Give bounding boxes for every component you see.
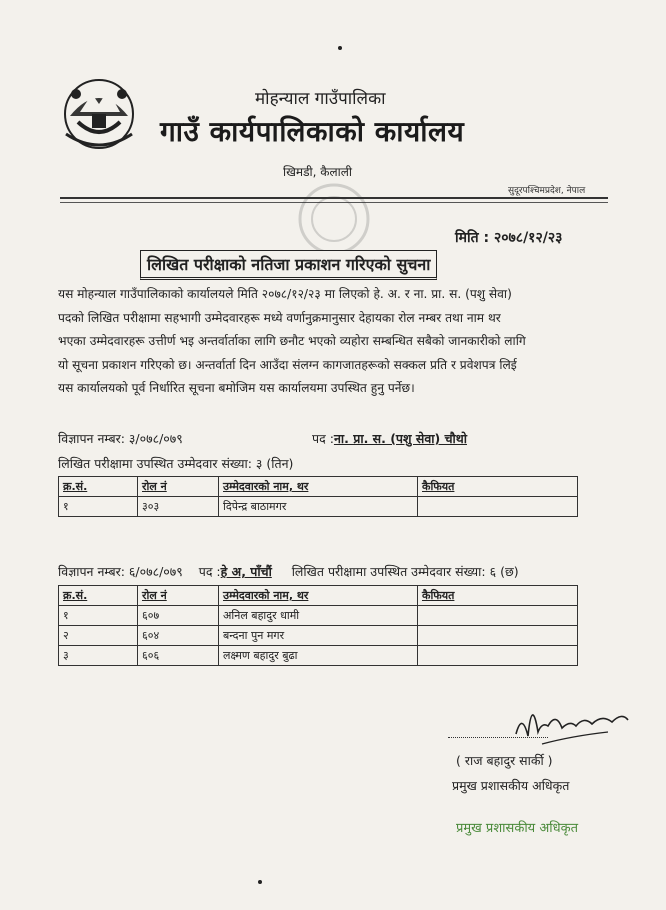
candidate-count-2: लिखित परीक्षामा उपस्थित उम्मेदवार संख्या: ६ (छ) [291, 564, 519, 579]
table-row [59, 606, 578, 626]
cell-name: अनिल बहादुर धामी [219, 606, 418, 626]
body-line: भएका उम्मेदवारहरू उत्तीर्ण भइ अन्तर्वार्ताका लागि छनौट भएको व्यहोरा सम्बन्धित सबैको जानकारीको लागि [58, 334, 526, 348]
cell-roll: ६०७ [138, 606, 219, 626]
speck [338, 46, 342, 50]
table-row [59, 626, 578, 646]
cell-remarks [418, 606, 578, 626]
table-row [59, 497, 578, 517]
body-line: यस कार्यालयको पूर्व निर्धारित सूचना बमोजिम यस कार्यालयमा उपस्थित हुनु पर्नेछ। [58, 381, 415, 395]
cell-remarks [418, 626, 578, 646]
cell-serial: ३ [59, 646, 138, 666]
candidate-count-1: लिखित परीक्षामा उपस्थित उम्मेदवार संख्या: ३ (तिन) [58, 456, 294, 471]
title-stamp: प्रमुख प्रशासकीय अधिकृत [456, 821, 579, 836]
post-label: पद : [312, 431, 334, 446]
col-serial: क्र.सं. [59, 586, 138, 606]
cell-remarks [418, 646, 578, 666]
notice-title: लिखित परीक्षाको नतिजा प्रकाशन गरिएको सुचना [140, 250, 437, 280]
cell-name: लक्ष्मण बहादुर बुढा [219, 646, 418, 666]
body-line: पदको लिखित परीक्षामा सहभागी उम्मेदवारहरू मध्ये वर्णानुक्रमानुसार देहायका रोल नम्बर तथा नाम थर [58, 310, 501, 325]
col-roll: रोल नं [138, 586, 219, 606]
post-value: ना. प्रा. स. (पशु सेवा) चौथो [333, 431, 467, 446]
cell-roll: ३०३ [138, 497, 219, 517]
table-row [59, 646, 578, 666]
col-roll: रोल नं [138, 477, 219, 497]
advert-line-2 [58, 563, 519, 580]
faded-stamp-seal [294, 180, 374, 258]
cell-serial: १ [59, 497, 138, 517]
post-value: हे अ, पाँचौं [220, 564, 272, 579]
body-line: यो सूचना प्रकाशन गरिएको छ। अन्तर्वार्ता दिन आउँदा संलग्न कागजातहरूको सक्कल प्रति र प्रवेशपत्र लिई [58, 357, 517, 372]
notice-date: मिति : २०७८/१२/२३ [455, 230, 563, 246]
body-line: यस मोहन्याल गाउँपालिकाको कार्यालयले मिति २०७८/१२/२३ मा लिएको हे. अ. र ना. प्रा. स. (पशु सेवा) [58, 287, 512, 301]
office-title: गाउँ कार्यपालिकाको कार्यालय [160, 115, 465, 148]
nepal-emblem-logo [58, 72, 140, 152]
post-1 [312, 430, 467, 447]
cell-roll: ६०६ [138, 646, 219, 666]
speck [258, 880, 262, 884]
cell-name: बन्दना पुन मगर [219, 626, 418, 646]
handwritten-signature [512, 692, 632, 752]
results-table-1 [58, 476, 578, 517]
office-location: खिमडी, कैलाली [283, 165, 352, 179]
col-remarks: कैफियत [418, 586, 578, 606]
signature-line [448, 737, 548, 738]
province-label: सुदूरपश्चिमप्रदेश, नेपाल [508, 186, 586, 196]
advert-number-2: विज्ञापन नम्बर: ६/०७८/०७९ [58, 564, 183, 579]
notice-body [58, 283, 618, 401]
results-table-2 [58, 585, 578, 666]
signatory-title: प्रमुख प्रशासकीय अधिकृत [452, 778, 570, 793]
cell-serial: २ [59, 626, 138, 646]
cell-remarks [418, 497, 578, 517]
post-label: पद : [198, 564, 221, 579]
cell-serial: १ [59, 606, 138, 626]
col-serial: क्र.सं. [59, 477, 138, 497]
municipality-name: मोहन्याल गाउँपालिका [255, 89, 386, 109]
table-header-row [59, 586, 578, 606]
cell-roll: ६०४ [138, 626, 219, 646]
col-name: उम्मेदवारको नाम, थर [219, 477, 418, 497]
table-header-row [59, 477, 578, 497]
col-remarks: कैफियत [418, 477, 578, 497]
col-name: उम्मेदवारको नाम, थर [219, 586, 418, 606]
signatory-name: ( राज बहादुर सार्की ) [456, 753, 553, 768]
cell-name: दिपेन्द्र बाठामगर [219, 497, 418, 517]
advert-number-1: विज्ञापन नम्बर: ३/०७८/०७९ [58, 431, 183, 446]
